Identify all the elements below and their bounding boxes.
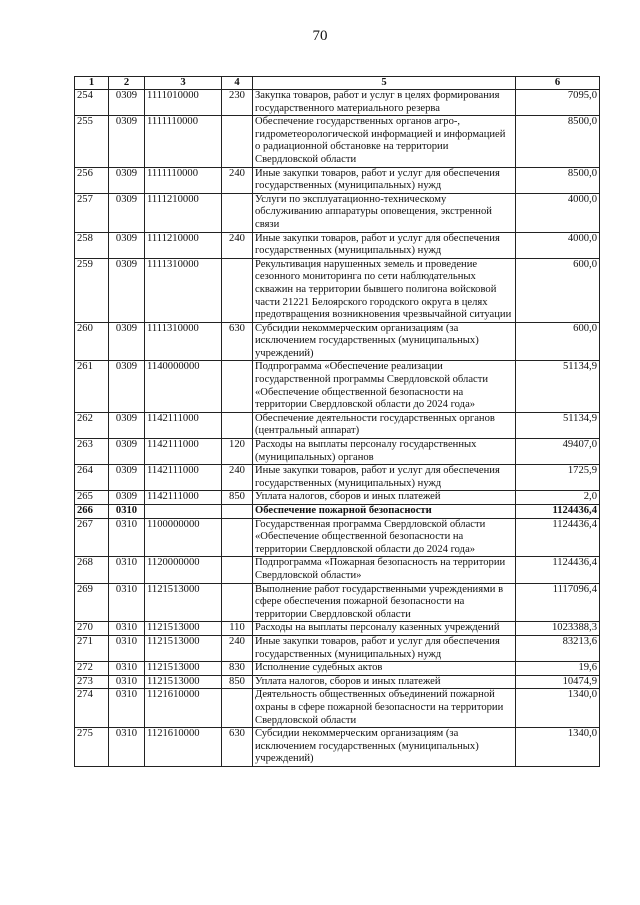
section-code-cell: 0309 bbox=[109, 361, 145, 412]
item-name-cell: Выполнение работ государственными учреждениями в сфере обеспечения пожарной безопасности на территории Свердловской области bbox=[253, 583, 516, 622]
section-code-cell: 0310 bbox=[109, 689, 145, 728]
expense-type-cell bbox=[222, 505, 253, 519]
amount-cell: 600,0 bbox=[516, 322, 600, 361]
target-code-cell: 1140000000 bbox=[145, 361, 222, 412]
table-row bbox=[75, 167, 600, 193]
table-row bbox=[75, 90, 600, 116]
expense-type-cell: 630 bbox=[222, 728, 253, 767]
expense-type-cell: 240 bbox=[222, 465, 253, 491]
expense-type-cell: 240 bbox=[222, 232, 253, 258]
row-number-cell: 258 bbox=[75, 232, 109, 258]
target-code-cell: 1121513000 bbox=[145, 583, 222, 622]
row-number-cell: 270 bbox=[75, 622, 109, 636]
section-code-cell: 0309 bbox=[109, 258, 145, 322]
amount-cell: 1124436,4 bbox=[516, 518, 600, 557]
amount-cell: 51134,9 bbox=[516, 412, 600, 438]
table-row bbox=[75, 675, 600, 689]
amount-cell: 1340,0 bbox=[516, 728, 600, 767]
section-code-cell: 0310 bbox=[109, 518, 145, 557]
target-code-cell: 1111210000 bbox=[145, 193, 222, 232]
section-code-cell: 0310 bbox=[109, 662, 145, 676]
header-cell-amount: 6 bbox=[516, 77, 600, 90]
item-name-cell: Подпрограмма «Пожарная безопасность на территории Свердловской области» bbox=[253, 557, 516, 583]
target-code-cell: 1111110000 bbox=[145, 167, 222, 193]
target-code-cell: 1121513000 bbox=[145, 622, 222, 636]
section-code-cell: 0310 bbox=[109, 505, 145, 519]
header-cell-section: 2 bbox=[109, 77, 145, 90]
row-number-cell: 272 bbox=[75, 662, 109, 676]
amount-cell: 10474,9 bbox=[516, 675, 600, 689]
row-number-cell: 260 bbox=[75, 322, 109, 361]
amount-cell: 1023388,3 bbox=[516, 622, 600, 636]
target-code-cell: 1111110000 bbox=[145, 116, 222, 167]
target-code-cell: 1111310000 bbox=[145, 258, 222, 322]
target-code-cell: 1142111000 bbox=[145, 439, 222, 465]
section-code-cell: 0310 bbox=[109, 675, 145, 689]
item-name-cell: Обеспечение пожарной безопасности bbox=[253, 505, 516, 519]
row-number-cell: 262 bbox=[75, 412, 109, 438]
row-number-cell: 275 bbox=[75, 728, 109, 767]
row-number-cell: 256 bbox=[75, 167, 109, 193]
expense-type-cell bbox=[222, 518, 253, 557]
expense-type-cell bbox=[222, 116, 253, 167]
target-code-cell: 1121610000 bbox=[145, 728, 222, 767]
section-code-cell: 0309 bbox=[109, 412, 145, 438]
item-name-cell: Иные закупки товаров, работ и услуг для обеспечения государственных (муниципальных) нужд bbox=[253, 232, 516, 258]
expense-type-cell bbox=[222, 361, 253, 412]
row-number-cell: 265 bbox=[75, 491, 109, 505]
expense-type-cell: 850 bbox=[222, 491, 253, 505]
amount-cell: 49407,0 bbox=[516, 439, 600, 465]
expense-type-cell: 120 bbox=[222, 439, 253, 465]
item-name-cell: Деятельность общественных объединений пожарной охраны в сфере пожарной безопасности на территории Свердловской области bbox=[253, 689, 516, 728]
item-name-cell: Расходы на выплаты персоналу государственных (муниципальных) органов bbox=[253, 439, 516, 465]
table-row bbox=[75, 116, 600, 167]
table-row bbox=[75, 465, 600, 491]
expense-type-cell bbox=[222, 583, 253, 622]
amount-cell: 600,0 bbox=[516, 258, 600, 322]
expense-type-cell: 830 bbox=[222, 662, 253, 676]
budget-table bbox=[74, 76, 600, 767]
header-cell-expense-type: 4 bbox=[222, 77, 253, 90]
row-number-cell: 257 bbox=[75, 193, 109, 232]
section-code-cell: 0309 bbox=[109, 322, 145, 361]
item-name-cell: Субсидии некоммерческим организациям (за исключением государственных (муниципальных) учреждений) bbox=[253, 322, 516, 361]
target-code-cell: 1142111000 bbox=[145, 491, 222, 505]
section-code-cell: 0309 bbox=[109, 116, 145, 167]
table-row bbox=[75, 361, 600, 412]
section-code-cell: 0310 bbox=[109, 622, 145, 636]
item-name-cell: Рекультивация нарушенных земель и проведение сезонного мониторинга по сети наблюдательных скважин на территории бывшего полигона войсковой части 21221 Белоярского городского округа в целях предотвращения возникновения чрезвычайной ситуации bbox=[253, 258, 516, 322]
item-name-cell: Уплата налогов, сборов и иных платежей bbox=[253, 675, 516, 689]
amount-cell: 8500,0 bbox=[516, 167, 600, 193]
section-code-cell: 0309 bbox=[109, 439, 145, 465]
amount-cell: 7095,0 bbox=[516, 90, 600, 116]
table-row bbox=[75, 232, 600, 258]
row-number-cell: 268 bbox=[75, 557, 109, 583]
table-row bbox=[75, 583, 600, 622]
header-row bbox=[75, 77, 600, 90]
expense-type-cell: 110 bbox=[222, 622, 253, 636]
amount-cell: 19,6 bbox=[516, 662, 600, 676]
item-name-cell: Обеспечение деятельности государственных органов (центральный аппарат) bbox=[253, 412, 516, 438]
target-code-cell: 1121513000 bbox=[145, 635, 222, 661]
item-name-cell: Обеспечение государственных органов агро-, гидрометеорологической информацией и информацией о радиационной обстановке на территории Свердловской области bbox=[253, 116, 516, 167]
target-code-cell: 1111010000 bbox=[145, 90, 222, 116]
row-number-cell: 261 bbox=[75, 361, 109, 412]
amount-cell: 1124436,4 bbox=[516, 557, 600, 583]
table-row bbox=[75, 193, 600, 232]
expense-type-cell bbox=[222, 258, 253, 322]
section-code-cell: 0309 bbox=[109, 90, 145, 116]
table-row bbox=[75, 622, 600, 636]
row-number-cell: 263 bbox=[75, 439, 109, 465]
target-code-cell: 1120000000 bbox=[145, 557, 222, 583]
table-row bbox=[75, 518, 600, 557]
page-number: 70 bbox=[312, 28, 328, 44]
expense-type-cell: 240 bbox=[222, 635, 253, 661]
section-code-cell: 0310 bbox=[109, 557, 145, 583]
item-name-cell: Услуги по эксплуатационно-техническому обслуживанию аппаратуры оповещения, экстренной связи bbox=[253, 193, 516, 232]
row-number-cell: 254 bbox=[75, 90, 109, 116]
amount-cell: 2,0 bbox=[516, 491, 600, 505]
amount-cell: 83213,6 bbox=[516, 635, 600, 661]
table-row bbox=[75, 505, 600, 519]
table-row bbox=[75, 439, 600, 465]
table-row bbox=[75, 412, 600, 438]
row-number-cell: 273 bbox=[75, 675, 109, 689]
target-code-cell: 1121513000 bbox=[145, 675, 222, 689]
expense-type-cell bbox=[222, 689, 253, 728]
row-number-cell: 274 bbox=[75, 689, 109, 728]
amount-cell: 4000,0 bbox=[516, 232, 600, 258]
table-row bbox=[75, 557, 600, 583]
section-code-cell: 0309 bbox=[109, 193, 145, 232]
item-name-cell: Иные закупки товаров, работ и услуг для обеспечения государственных (муниципальных) нужд bbox=[253, 635, 516, 661]
target-code-cell: 1111210000 bbox=[145, 232, 222, 258]
section-code-cell: 0310 bbox=[109, 728, 145, 767]
amount-cell: 1340,0 bbox=[516, 689, 600, 728]
item-name-cell: Государственная программа Свердловской области «Обеспечение общественной безопасности на территории Свердловской области до 2024 года» bbox=[253, 518, 516, 557]
target-code-cell bbox=[145, 505, 222, 519]
item-name-cell: Иные закупки товаров, работ и услуг для обеспечения государственных (муниципальных) нужд bbox=[253, 465, 516, 491]
table-body bbox=[75, 90, 600, 767]
amount-cell: 8500,0 bbox=[516, 116, 600, 167]
expense-type-cell: 850 bbox=[222, 675, 253, 689]
header-cell-name: 5 bbox=[253, 77, 516, 90]
target-code-cell: 1100000000 bbox=[145, 518, 222, 557]
table-row bbox=[75, 689, 600, 728]
table-row bbox=[75, 635, 600, 661]
target-code-cell: 1142111000 bbox=[145, 412, 222, 438]
item-name-cell: Субсидии некоммерческим организациям (за исключением государственных (муниципальных) учреждений) bbox=[253, 728, 516, 767]
expense-type-cell: 240 bbox=[222, 167, 253, 193]
item-name-cell: Иные закупки товаров, работ и услуг для обеспечения государственных (муниципальных) нужд bbox=[253, 167, 516, 193]
row-number-cell: 264 bbox=[75, 465, 109, 491]
target-code-cell: 1121513000 bbox=[145, 662, 222, 676]
section-code-cell: 0310 bbox=[109, 635, 145, 661]
row-number-cell: 269 bbox=[75, 583, 109, 622]
item-name-cell: Уплата налогов, сборов и иных платежей bbox=[253, 491, 516, 505]
header-cell-row-number: 1 bbox=[75, 77, 109, 90]
table-row bbox=[75, 662, 600, 676]
table-row bbox=[75, 728, 600, 767]
section-code-cell: 0309 bbox=[109, 491, 145, 505]
section-code-cell: 0310 bbox=[109, 583, 145, 622]
expense-type-cell bbox=[222, 193, 253, 232]
amount-cell: 1725,9 bbox=[516, 465, 600, 491]
row-number-cell: 255 bbox=[75, 116, 109, 167]
expense-type-cell bbox=[222, 412, 253, 438]
row-number-cell: 271 bbox=[75, 635, 109, 661]
section-code-cell: 0309 bbox=[109, 465, 145, 491]
table-row bbox=[75, 491, 600, 505]
item-name-cell: Закупка товаров, работ и услуг в целях формирования государственного материального резерва bbox=[253, 90, 516, 116]
target-code-cell: 1142111000 bbox=[145, 465, 222, 491]
expense-type-cell: 630 bbox=[222, 322, 253, 361]
table-row bbox=[75, 322, 600, 361]
amount-cell: 1117096,4 bbox=[516, 583, 600, 622]
item-name-cell: Исполнение судебных актов bbox=[253, 662, 516, 676]
section-code-cell: 0309 bbox=[109, 232, 145, 258]
item-name-cell: Расходы на выплаты персоналу казенных учреждений bbox=[253, 622, 516, 636]
amount-cell: 51134,9 bbox=[516, 361, 600, 412]
target-code-cell: 1111310000 bbox=[145, 322, 222, 361]
row-number-cell: 267 bbox=[75, 518, 109, 557]
section-code-cell: 0309 bbox=[109, 167, 145, 193]
expense-type-cell bbox=[222, 557, 253, 583]
row-number-cell: 266 bbox=[75, 505, 109, 519]
amount-cell: 1124436,4 bbox=[516, 505, 600, 519]
target-code-cell: 1121610000 bbox=[145, 689, 222, 728]
header-cell-target-code: 3 bbox=[145, 77, 222, 90]
table-row bbox=[75, 258, 600, 322]
amount-cell: 4000,0 bbox=[516, 193, 600, 232]
expense-type-cell: 230 bbox=[222, 90, 253, 116]
row-number-cell: 259 bbox=[75, 258, 109, 322]
item-name-cell: Подпрограмма «Обеспечение реализации государственной программы Свердловской области «Обеспечение общественной безопасности на территории Свердловской области до 2024 года» bbox=[253, 361, 516, 412]
